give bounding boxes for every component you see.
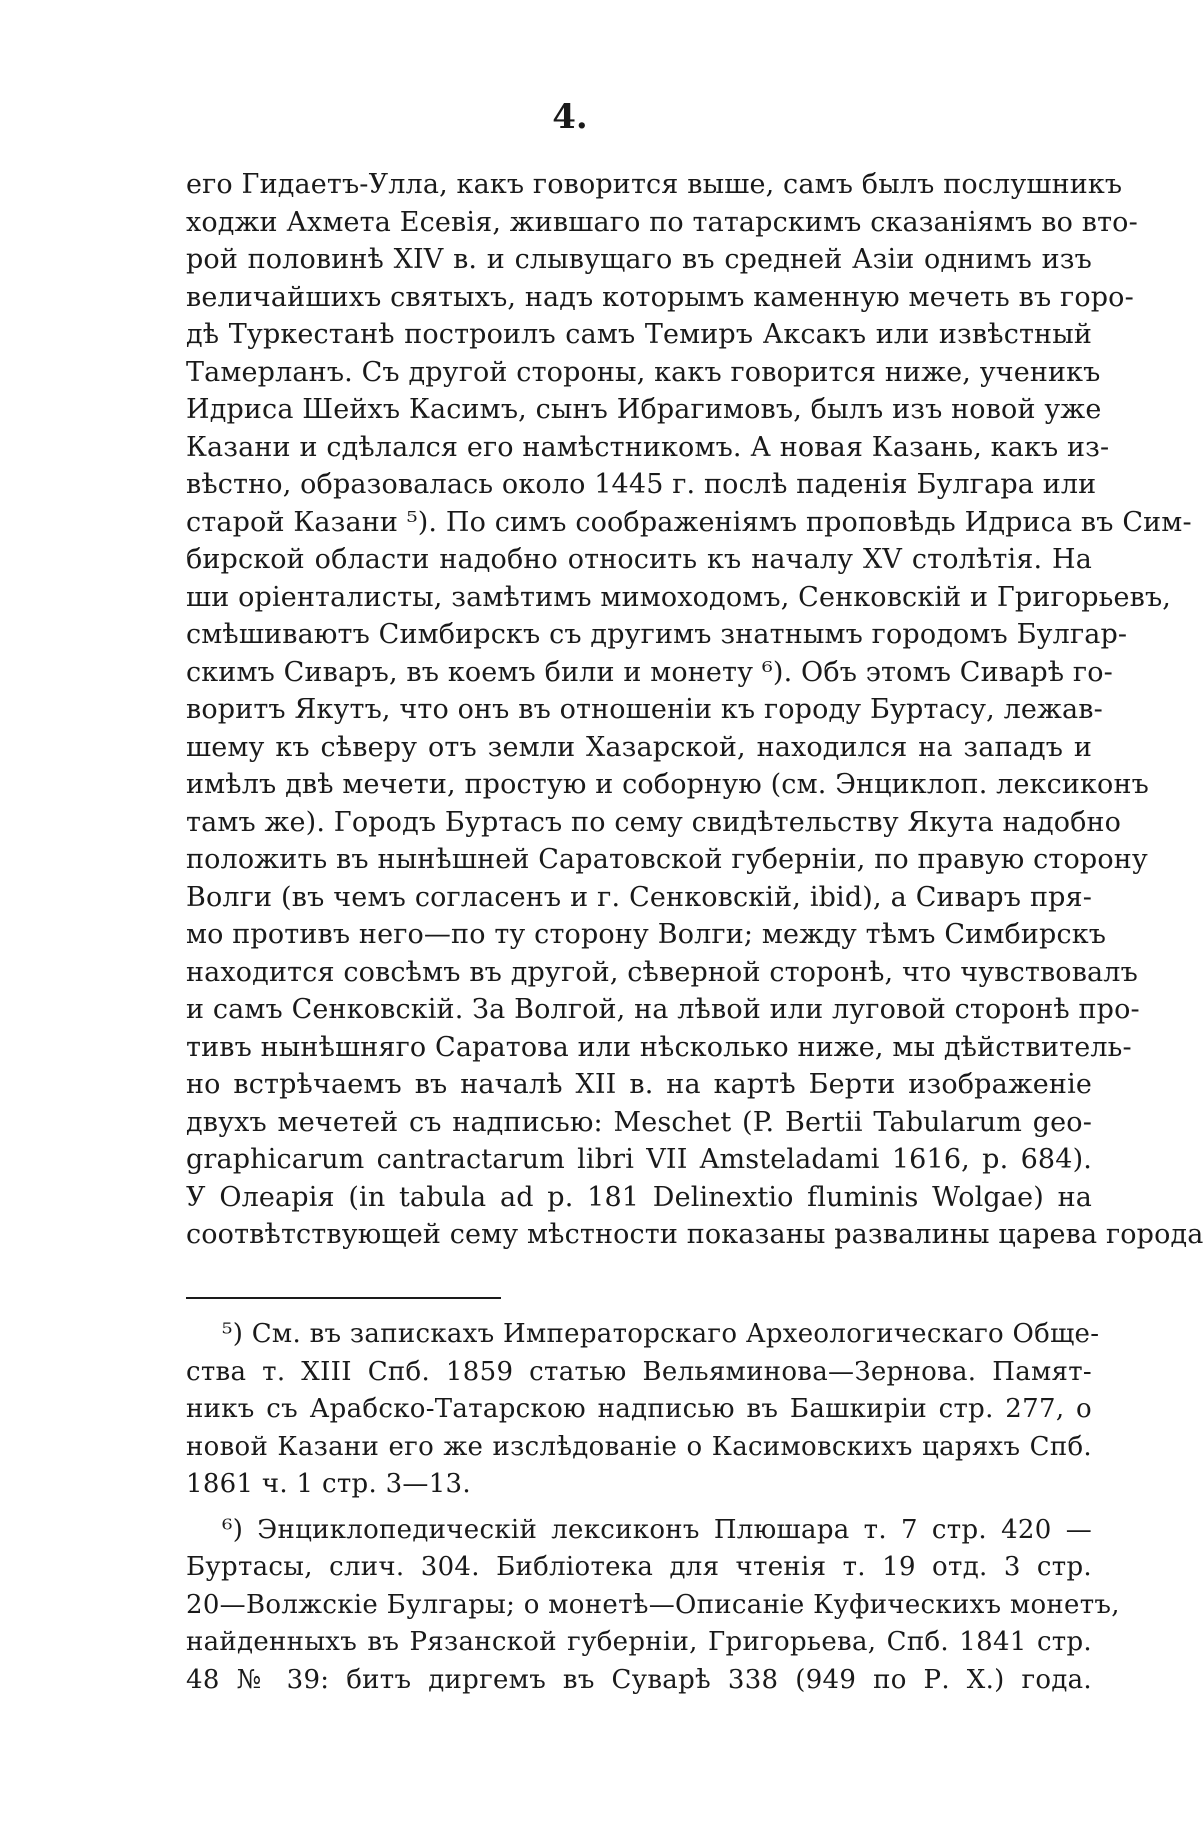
footnote-line: 20—Волжскіе Булгары; о монетѣ—Описаніе Куфическихъ монетъ, (186, 1589, 1120, 1620)
page-number: 4. (552, 97, 588, 137)
text-line: ходжи Ахмета Есевія, жившаго по татарскимъ сказаніямъ во вто- (186, 206, 1138, 238)
footnote-5 (186, 1316, 1100, 1504)
text-line: имѣлъ двѣ мечети, простую и соборную (см. Энциклоп. лексиконъ (186, 769, 1149, 800)
text-line: смѣшиваютъ Симбирскъ съ другимъ знатнымъ городомъ Булгар- (186, 619, 1128, 650)
text-line: старой Казани ⁵). По симъ соображеніямъ проповѣдь Идриса въ Сим- (186, 506, 1192, 538)
text-line: тамъ же). Городъ Буртасъ по сему свидѣтельству Якута надобно (186, 806, 1122, 838)
text-line: двухъ мечетей съ надписью: Meschet (P. Bertii Tabularum geo- (186, 1106, 1092, 1138)
text-line: воритъ Якутъ, что онъ въ отношеніи къ городу Буртасу, лежав- (186, 694, 1103, 725)
text-line: Идриса Шейхъ Касимъ, сынъ Ибрагимовъ, былъ изъ новой уже (186, 394, 1102, 425)
main-text (186, 166, 1204, 1254)
text-line: рой половинѣ XIV в. и слывущаго въ средней Азіи однимъ изъ (186, 244, 1092, 275)
footnote-separator (186, 1297, 501, 1299)
text-line: находится совсѣмъ въ другой, сѣверной сторонѣ, что чувствовалъ (186, 956, 1138, 988)
text-line: соотвѣтствующей сему мѣстности показаны развалины царева города (186, 1219, 1204, 1250)
text-line: graphicarum cantractarum libri VII Amsteladami 1616, p. 684). (186, 1144, 1092, 1175)
footnote-line: ства т. XIII Спб. 1859 статью Вельяминова—Зернова. Памят- (186, 1356, 1092, 1387)
footnote-line: новой Казани его же изслѣдованіе о Касимовскихъ царяхъ Спб. (186, 1431, 1092, 1462)
footnotes (186, 1316, 1120, 1699)
footnote-line: 48 № 39: битъ диргемъ въ Суварѣ 338 (949 по Р. Х.) года. (186, 1664, 1092, 1695)
text-line: Казани и сдѣлался его намѣстникомъ. А новая Казань, какъ из- (186, 431, 1110, 463)
text-line: и самъ Сенковскій. За Волгой, на лѣвой или луговой сторонѣ про- (186, 994, 1140, 1025)
footnote-6 (186, 1512, 1120, 1700)
text-line: дѣ Туркестанѣ построилъ самъ Темиръ Аксакъ или извѣстный (186, 319, 1092, 350)
footnote-line: ⁵) См. въ запискахъ Императорскаго Археологическаго Обще- (222, 1319, 1100, 1349)
text-line: его Гидаетъ-Улла, какъ говорится выше, самъ былъ послушникъ (186, 169, 1123, 200)
footnote-line: Буртасы, слич. 304. Библіотека для чтенія т. 19 отд. 3 стр. (186, 1552, 1092, 1582)
text-line: ши оріенталисты, замѣтимъ мимоходомъ, Сенковскій и Григорьевъ, (186, 581, 1172, 613)
footnote-line: найденныхъ въ Рязанской губерніи, Григорьева, Спб. 1841 стр. (186, 1627, 1092, 1657)
footnote-line: ⁶) Энциклопедическій лексиконъ Плюшара т. 7 стр. 420 — (222, 1514, 1092, 1545)
text-line: положить въ нынѣшней Саратовской губерніи, по правую сторону (186, 844, 1148, 875)
text-line: Тамерланъ. Съ другой стороны, какъ говорится ниже, ученикъ (186, 356, 1101, 388)
footnote-line: никъ съ Арабско-Татарскою надписью въ Башкиріи стр. 277, о (186, 1394, 1092, 1424)
text-line: величайшихъ святыхъ, надъ которымъ каменную мечеть въ горо- (186, 281, 1134, 313)
footnote-line: 1861 ч. 1 стр. 3—13. (186, 1469, 471, 1499)
text-line: но встрѣчаемъ въ началѣ XII в. на картѣ Берти изображеніе (186, 1069, 1092, 1100)
text-line: У Олеарія (in tabula ad p. 181 Delinextio fluminis Wolgae) на (186, 1181, 1092, 1213)
text-line: тивъ нынѣшняго Саратова или нѣсколько ниже, мы дѣйствитель- (186, 1031, 1132, 1063)
text-line: Волги (въ чемъ согласенъ и г. Сенковскій, ibid), а Сиваръ пря- (186, 881, 1092, 913)
text-line: мо противъ него—по ту сторону Волги; между тѣмъ Симбирскъ (186, 919, 1107, 950)
text-line: скимъ Сиваръ, въ коемъ били и монету ⁶). Объ этомъ Сиварѣ го- (186, 656, 1113, 688)
text-line: вѣстно, образовалась около 1445 г. послѣ паденія Булгара или (186, 469, 1097, 500)
text-line: бирской области надобно относить къ началу XV столѣтія. На (186, 544, 1092, 575)
text-line: шему къ сѣверу отъ земли Хазарской, находился на западъ и (186, 731, 1092, 763)
